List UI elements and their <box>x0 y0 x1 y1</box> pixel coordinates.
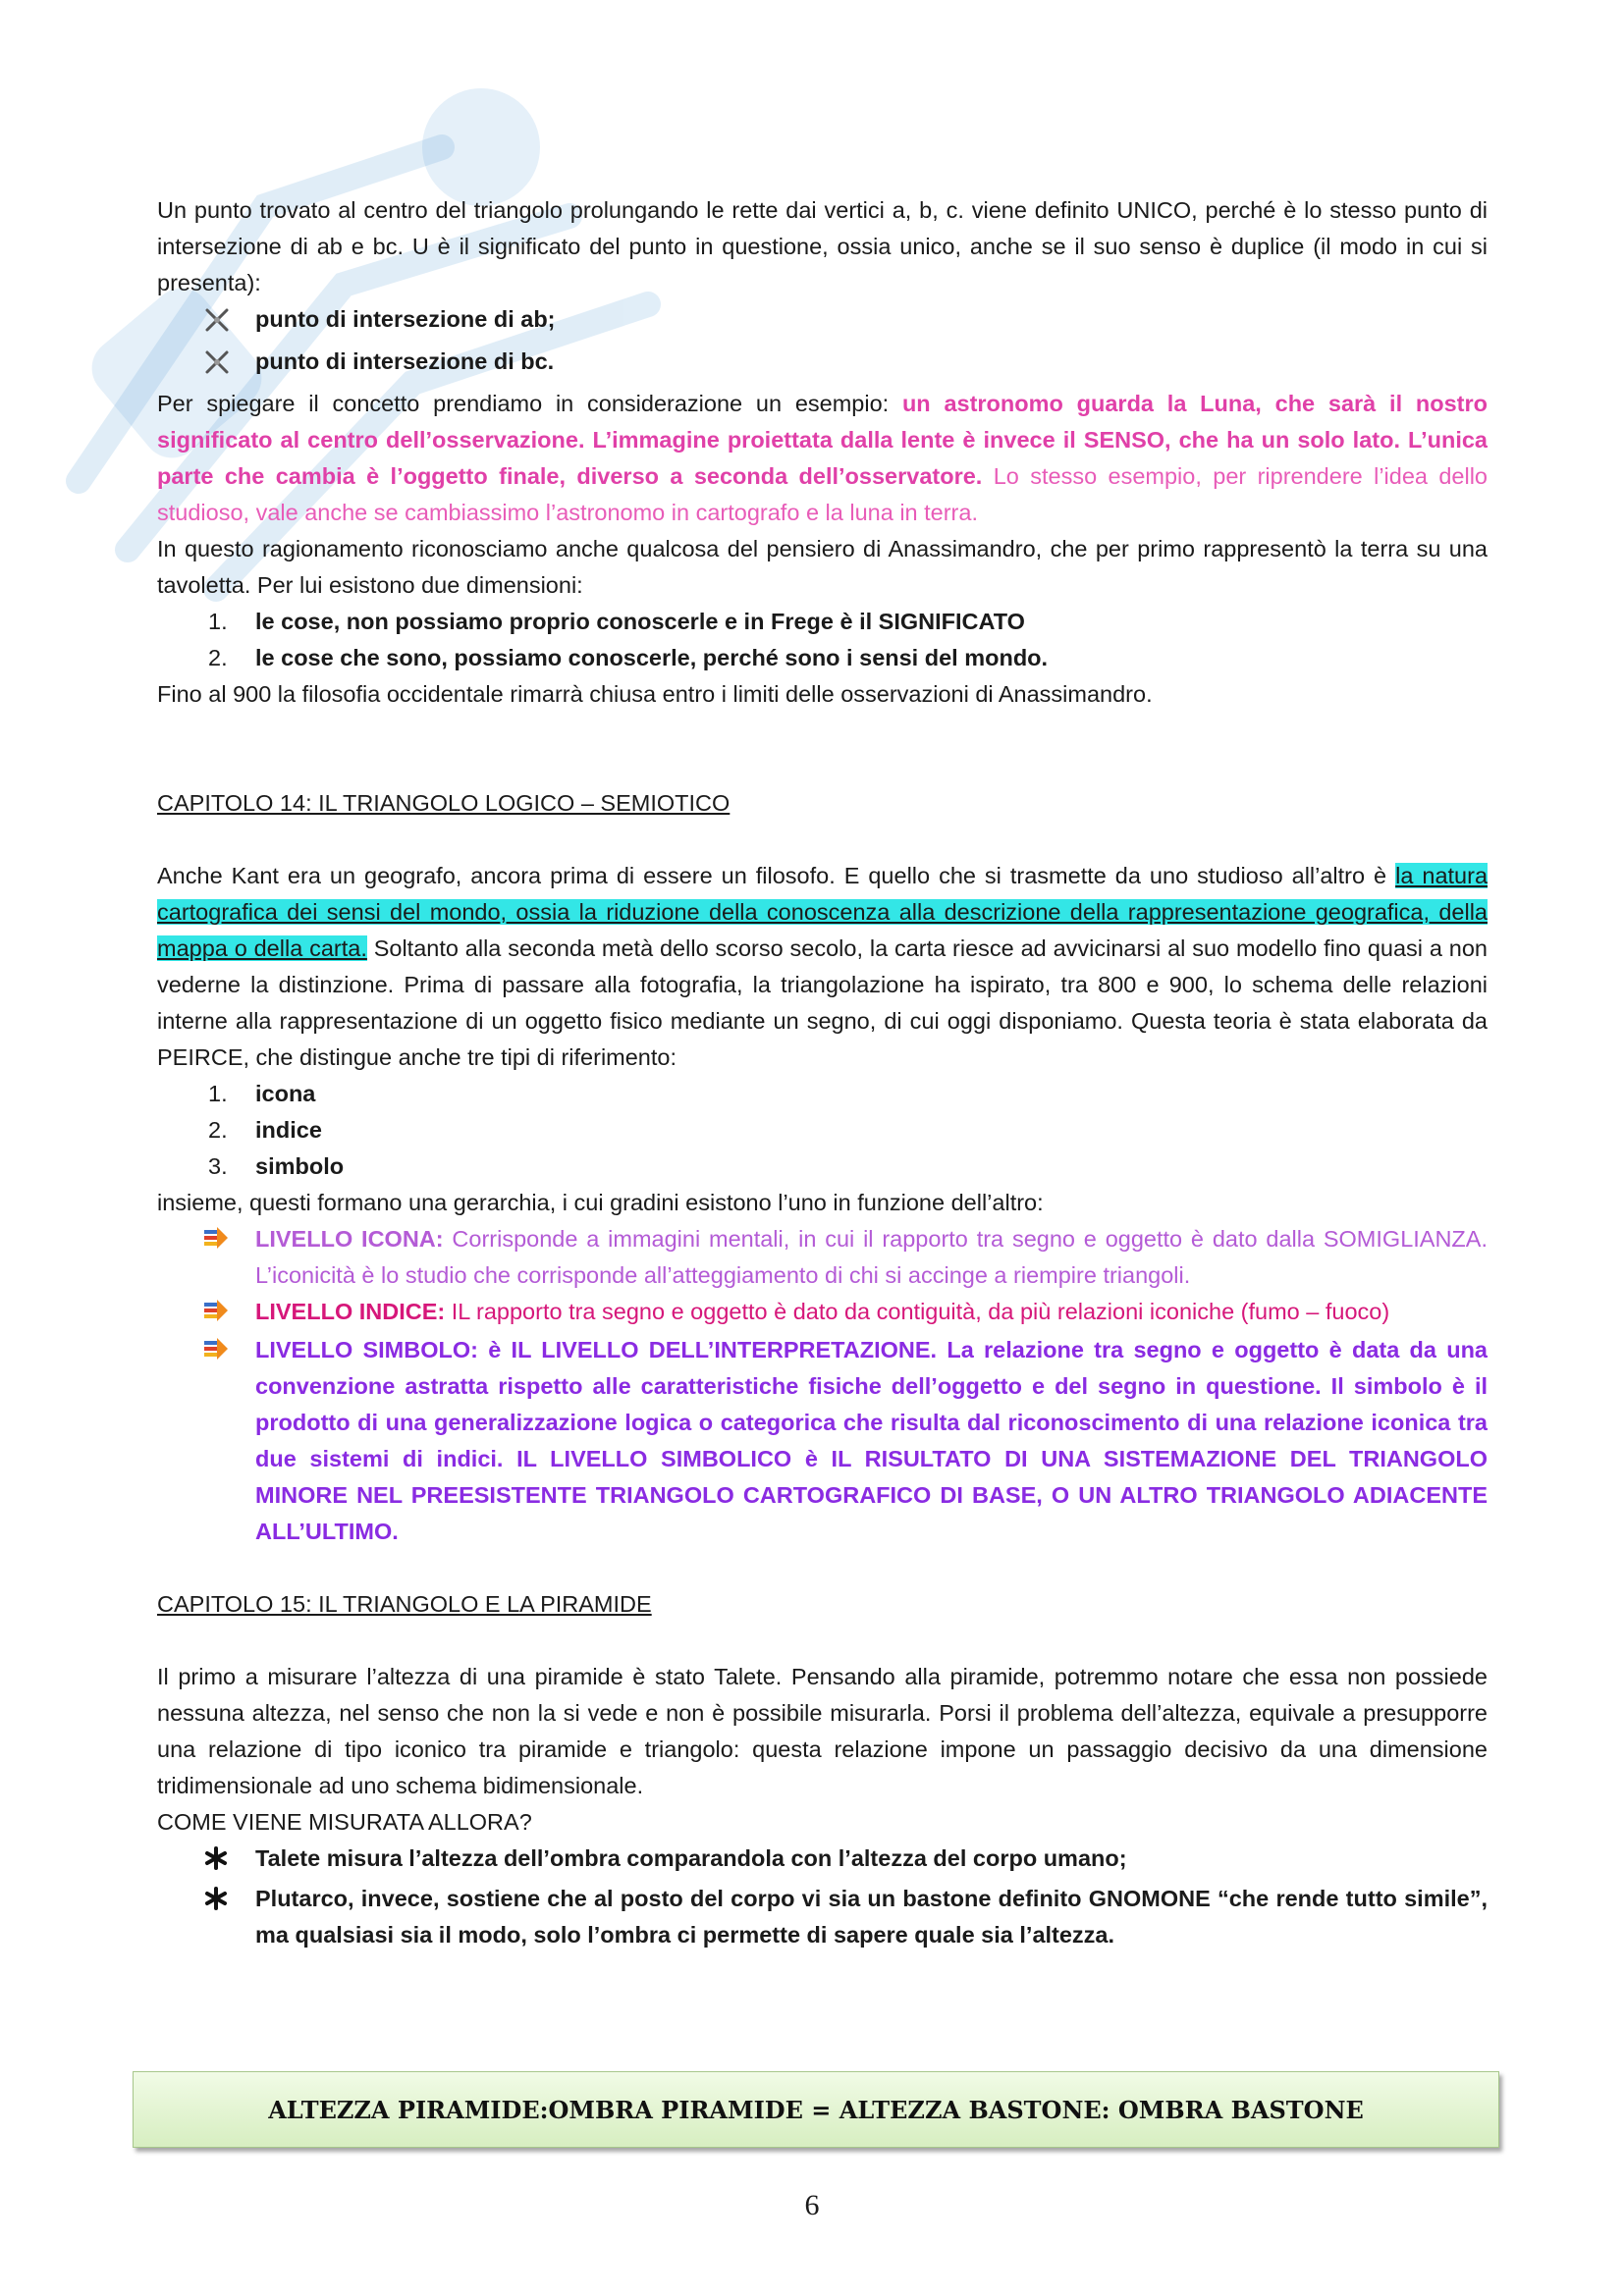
list-item-text: le cose che sono, possiamo conoscerle, perché sono i sensi del mondo. <box>255 645 1049 670</box>
list-item <box>157 344 1488 386</box>
list-item-text: simbolo <box>255 1153 345 1179</box>
list-number: 2. <box>208 1117 228 1143</box>
paragraph-talete: Il primo a misurare l’altezza di una piramide è stato Talete. Pensando alla piramide, potremmo notare che essa non possiede nessuna altezza, nel senso che non la si vede e non è possibile misurarla. Porsi il problema dell’altezza, equivale a presupporre una relazione di tipo iconico tra piramide e triangolo: questa relazione impone un passaggio decisivo da una dimensione tridimensionale ad uno schema bidimensionale. <box>157 1664 1488 1798</box>
level-text: Corrisponde a immagini mentali, in cui il rapporto tra segno e oggetto è dato dalla SOMIGLIANZA. L’iconicità è lo studio che corrisponde all’atteggiamento di chi si accinge a riempire triangoli. <box>255 1226 1488 1288</box>
level-icona <box>157 1221 1488 1294</box>
list-item <box>157 1148 1488 1185</box>
cross-icon <box>204 307 230 333</box>
paragraph-astronomo <box>157 386 1488 531</box>
list-number: 2. <box>208 645 228 670</box>
page-number: 6 <box>804 2189 820 2221</box>
list-item-text: indice <box>255 1117 322 1143</box>
question-text: COME VIENE MISURATA ALLORA? <box>157 1809 532 1835</box>
list-item-text: Plutarco, invece, sostiene che al posto del corpo vi sia un bastone definito GNOMONE “che rende tutto simile”, ma qualsiasi sia il modo, solo l’ombra ci permette di sapere quale sia l’altezza. <box>255 1886 1488 1948</box>
intro-text: Anche Kant era un geografo, ancora prima di essere un filosofo. E quello che si trasmette da uno studioso all’altro è <box>157 863 1396 888</box>
arrow-icon <box>204 1227 228 1249</box>
measurement-list <box>157 1841 1488 1953</box>
list-item <box>157 1841 1488 1881</box>
level-indice <box>157 1294 1488 1332</box>
level-text: IL rapporto tra segno e oggetto è dato da contiguità, da più relazioni iconiche (fumo – fuoco) <box>445 1299 1390 1324</box>
level-simbolo <box>157 1332 1488 1550</box>
list-number: 3. <box>208 1153 228 1179</box>
list-item <box>157 1881 1488 1953</box>
list-item <box>157 301 1488 344</box>
paragraph-anassimandro: In questo ragionamento riconosciamo anche qualcosa del pensiero di Anassimandro, che per primo rappresentò la terra su una tavoletta. Per lui esistono due dimensioni: <box>157 536 1488 598</box>
list-number: 1. <box>208 609 228 634</box>
list-item-text: Talete misura l’altezza dell’ombra comparandola con l’altezza del corpo umano; <box>255 1845 1127 1871</box>
paragraph-gerarchia: insieme, questi formano una gerarchia, i cui gradini esistono l’uno in funzione dell’altro: <box>157 1190 1044 1215</box>
list-item-text: icona <box>255 1081 316 1106</box>
list-item <box>157 1112 1488 1148</box>
dimensions-list <box>157 604 1488 676</box>
level-text: LIVELLO SIMBOLO: è IL LIVELLO DELL’INTERPRETAZIONE. La relazione tra segno e oggetto è data da una convenzione astratta rispetto alle caratteristiche fisiche dell’oggetto e del segno in questione. Il simbolo è il prodotto di una generalizzazione logica o categorica che risulta dal riconoscimento di una relazione iconica tra due sistemi di indici. IL LIVELLO SIMBOLICO è IL RISULTATO DI UNA SISTEMAZIONE DEL TRIANGOLO MINORE NEL PREESISTENTE TRIANGOLO CARTOGRAFICO DI BASE, O UN ALTRO TRIANGOLO ADIACENTE ALL’ULTIMO. <box>255 1337 1488 1544</box>
highlighted-text: la natura cartografica dei sensi del mondo, ossia la riduzione della conoscenza alla descrizione della rappresentazione geografica, della mappa o della carta. <box>157 863 1489 961</box>
pink-bold-text: un astronomo guarda la Luna, che sarà il nostro significato al centro dell’osservazione. L’immagine proiettata dalla lente è invece il SENSO, che ha un solo lato. L’unica parte che cambia è l’oggetto finale, diverso a seconda dell’osservatore. <box>157 391 1488 489</box>
arrow-icon <box>204 1300 228 1321</box>
list-item <box>157 640 1488 676</box>
paragraph-unico: Un punto trovato al centro del triangolo prolungando le rette dai vertici a, b, c. viene definito UNICO, perché è lo stesso punto di intersezione di ab e bc. U è il significato del punto in questione, ossia unico, anche se il suo senso è duplice (il modo in cui si presenta): <box>157 197 1488 295</box>
list-item <box>157 604 1488 640</box>
level-label: LIVELLO ICONA: <box>255 1226 444 1252</box>
list-item-text: punto di intersezione di ab; <box>255 306 556 332</box>
reference-types-list <box>157 1076 1488 1185</box>
paragraph-900: Fino al 900 la filosofia occidentale rimarrà chiusa entro i limiti delle osservazioni di Anassimandro. <box>157 681 1153 707</box>
formula-text: ALTEZZA PIRAMIDE:OMBRA PIRAMIDE = ALTEZZA BASTONE: OMBRA BASTONE <box>268 2095 1364 2124</box>
cross-icon <box>204 349 230 375</box>
star-icon <box>204 1887 228 1910</box>
chapter-14-heading: CAPITOLO 14: IL TRIANGOLO LOGICO – SEMIOTICO <box>157 790 731 816</box>
pink-light-text: Lo stesso esempio, per riprendere l’idea dello studioso, vale anche se cambiassimo l’astronomo in cartografo e la luna in terra. <box>157 463 1488 525</box>
arrow-icon <box>204 1338 228 1360</box>
chapter-15-heading: CAPITOLO 15: IL TRIANGOLO E LA PIRAMIDE <box>157 1591 652 1617</box>
rest-text: Soltanto alla seconda metà dello scorso secolo, la carta riesce ad avvicinarsi al suo modello fino quasi a non vederne la distinzione. Prima di passare alla fotografia, la triangolazione ha ispirato, tra 800 e 900, lo schema delle relazioni interne alla rappresentazione di un oggetto fisico mediante un segno, di cui oggi disponiamo. Questa teoria è stata elaborata da PEIRCE, che distingue anche tre tipi di riferimento: <box>157 935 1488 1070</box>
paragraph-kant <box>157 858 1488 1076</box>
formula-box <box>133 2071 1499 2148</box>
list-item-text: punto di intersezione di bc. <box>255 348 555 374</box>
list-item-text: le cose, non possiamo proprio conoscerle e in Frege è il SIGNIFICATO <box>255 609 1025 634</box>
list-item <box>157 1076 1488 1112</box>
intro-text: Per spiegare il concetto prendiamo in considerazione un esempio: <box>157 391 902 416</box>
star-icon <box>204 1846 228 1870</box>
level-label: LIVELLO INDICE: <box>255 1299 446 1324</box>
list-number: 1. <box>208 1081 228 1106</box>
levels-list <box>157 1221 1488 1550</box>
intersection-list <box>157 301 1488 386</box>
document-body <box>157 192 1488 1953</box>
